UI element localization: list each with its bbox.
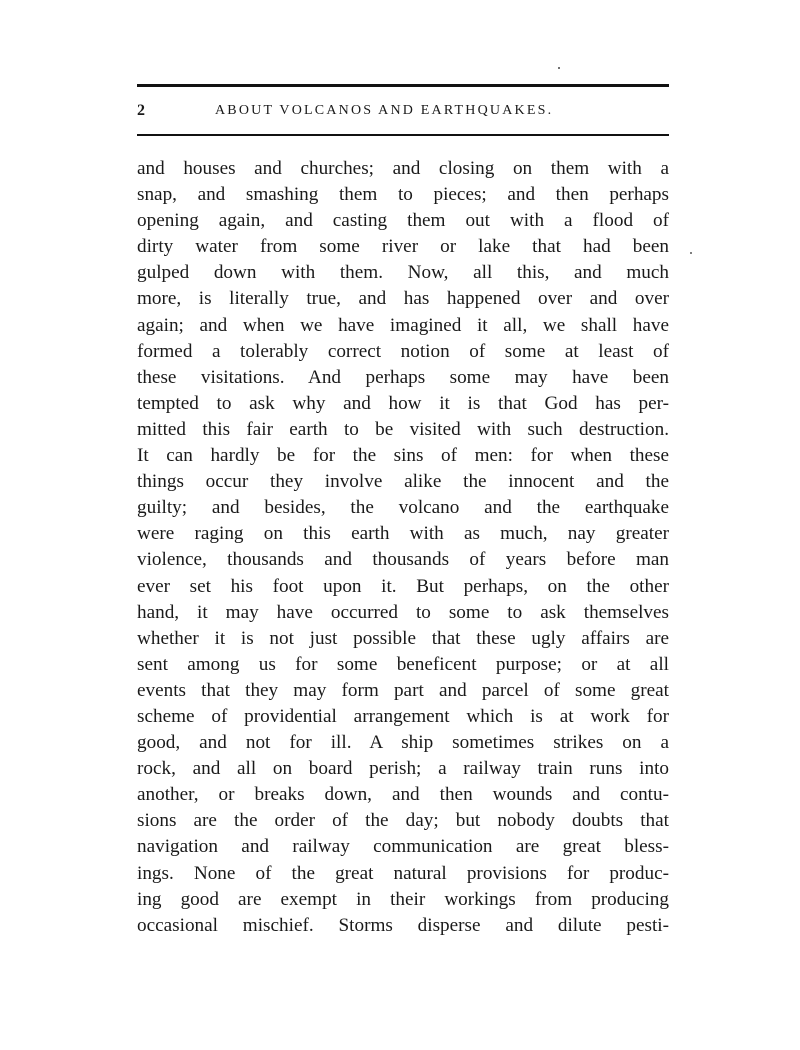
text-line: scheme of providential arrangement which is at work for bbox=[137, 705, 669, 727]
text-line: mitted this fair earth to be visited with such destruction. bbox=[137, 418, 669, 440]
text-line: dirty water from some river or lake that had been bbox=[137, 236, 669, 258]
text-line: these visitations. And perhaps some may have been bbox=[137, 366, 669, 388]
text-line: tempted to ask why and how it is that God has per- bbox=[137, 392, 669, 414]
print-speck bbox=[558, 67, 560, 69]
print-speck bbox=[690, 252, 692, 254]
text-line: were raging on this earth with as much, nay greater bbox=[137, 523, 669, 545]
text-line: hand, it may have occurred to some to ask themselves bbox=[137, 601, 669, 623]
text-line: opening again, and casting them out with a flood of bbox=[137, 210, 669, 232]
text-line: and houses and churches; and closing on them with a bbox=[137, 158, 669, 179]
text-line: guilty; and besides, the volcano and the earthquake bbox=[137, 497, 669, 519]
text-line: ings. None of the great natural provisions for produc- bbox=[137, 862, 669, 884]
body-text bbox=[137, 156, 669, 939]
page-number: 2 bbox=[137, 102, 145, 119]
text-line: It can hardly be for the sins of men: for when these bbox=[137, 445, 669, 467]
text-line: more, is literally true, and has happened over and over bbox=[137, 288, 669, 310]
header-top-rule bbox=[137, 84, 669, 87]
text-line: another, or breaks down, and then wounds and contu- bbox=[137, 784, 669, 806]
text-line: sent among us for some beneficent purpose; or at all bbox=[137, 653, 669, 675]
text-line: ing good are exempt in their workings from producing bbox=[137, 888, 669, 910]
header-bottom-rule bbox=[137, 134, 669, 136]
text-line: gulped down with them. Now, all this, and much bbox=[137, 262, 669, 284]
text-line: violence, thousands and thousands of years before man bbox=[137, 549, 669, 571]
running-head bbox=[137, 102, 669, 128]
text-line: snap, and smashing them to pieces; and then perhaps bbox=[137, 184, 669, 206]
text-line: things occur they involve alike the innocent and the bbox=[137, 471, 669, 493]
text-line: formed a tolerably correct notion of some at least of bbox=[137, 340, 669, 362]
text-line: events that they may form part and parcel of some great bbox=[137, 679, 669, 701]
text-line: occasional mischief. Storms disperse and dilute pesti- bbox=[137, 914, 669, 936]
text-line: navigation and railway communication are great bless- bbox=[137, 836, 669, 858]
text-line: rock, and all on board perish; a railway train runs into bbox=[137, 758, 669, 780]
text-line: whether it is not just possible that these ugly affairs are bbox=[137, 627, 669, 649]
text-line: good, and not for ill. A ship sometimes strikes on a bbox=[137, 732, 669, 754]
text-line: sions are the order of the day; but nobody doubts that bbox=[137, 810, 669, 832]
running-title: ABOUT VOLCANOS AND EARTHQUAKES. bbox=[215, 103, 554, 118]
text-line: again; and when we have imagined it all, we shall have bbox=[137, 314, 669, 336]
text-line: ever set his foot upon it. But perhaps, on the other bbox=[137, 575, 669, 597]
